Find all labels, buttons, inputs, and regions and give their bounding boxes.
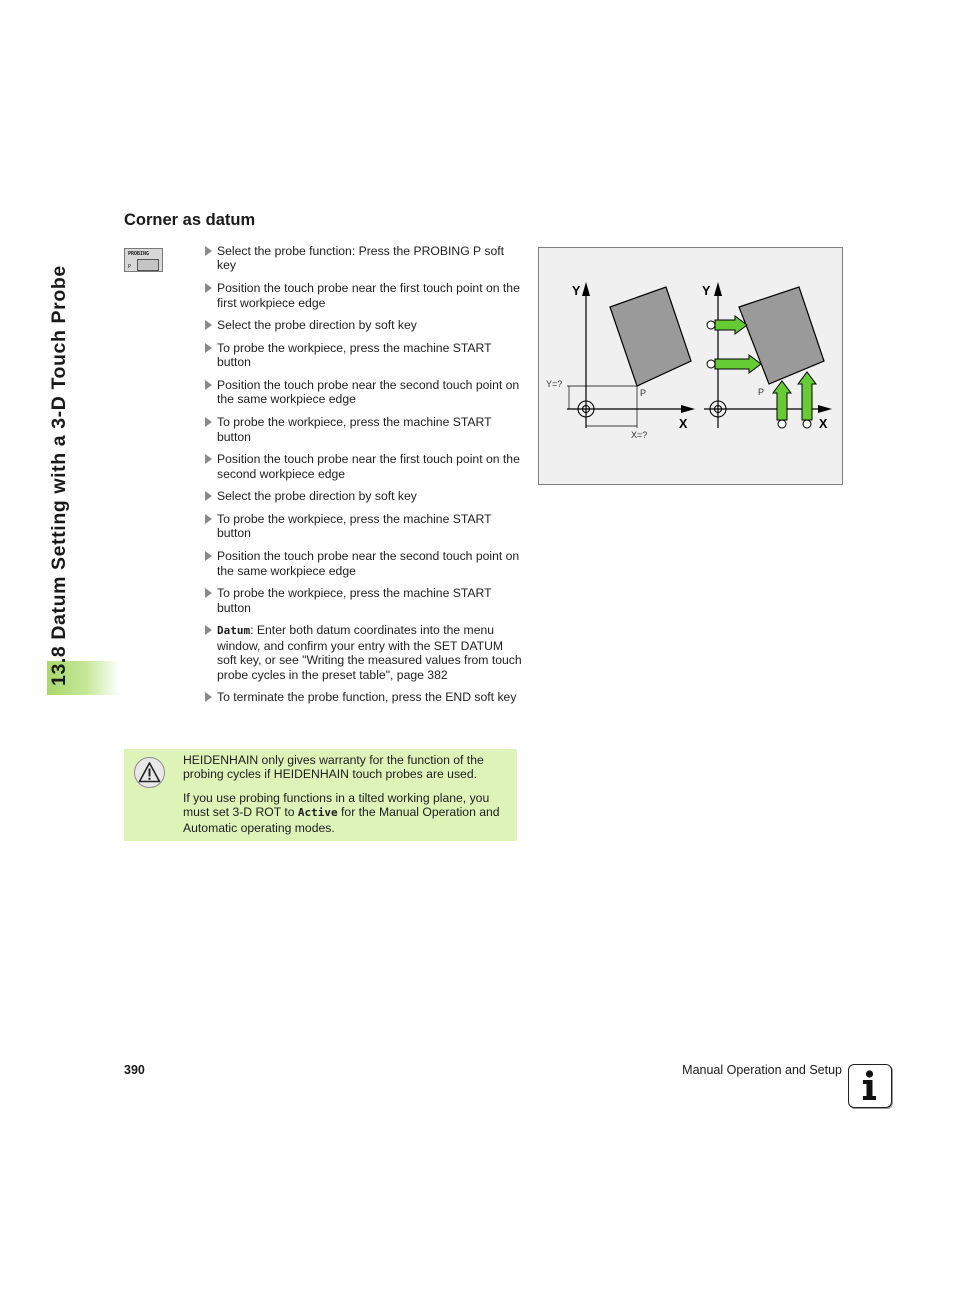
right-diagram <box>702 282 832 431</box>
info-icon <box>848 1064 892 1108</box>
bullet-triangle-icon <box>205 491 212 501</box>
right-y-axis-arrowhead <box>714 282 722 296</box>
left-y-query-label: Y=? <box>546 379 563 389</box>
softkey-sub-label: P <box>128 264 132 270</box>
step-item: Select the probe direction by soft key <box>205 489 523 503</box>
step-item: Select the probe direction by soft key <box>205 318 523 332</box>
left-y-axis-label: Y <box>572 284 581 298</box>
note-paragraph-tilted-plane: If you use probing functions in a tilted working plane, you must set 3-D ROT to Active for the Manual Operation and Automatic operating modes. <box>183 791 500 835</box>
bullet-triangle-icon <box>205 283 212 293</box>
right-point-label: P <box>758 387 765 397</box>
step-item: To terminate the probe function, press the END soft key <box>205 690 523 704</box>
warning-icon <box>134 757 165 788</box>
bullet-triangle-icon <box>205 380 212 390</box>
step-item: To probe the workpiece, press the machine START button <box>205 586 523 615</box>
left-x-axis-arrowhead <box>681 405 695 413</box>
step-item: Position the touch probe near the second touch point on the same workpiece edge <box>205 378 523 407</box>
probe-arrow-y-2-icon <box>798 372 816 420</box>
probe-start-point-4-icon <box>803 420 811 428</box>
bullet-triangle-icon <box>205 625 212 635</box>
bullet-triangle-icon <box>205 343 212 353</box>
step-item: To probe the workpiece, press the machine START button <box>205 341 523 370</box>
probe-start-point-1-icon <box>707 321 715 329</box>
left-x-query-label: X=? <box>631 430 648 440</box>
chapter-side-title: 13.8 Datum Setting with a 3-D Touch Probe <box>48 265 70 686</box>
right-y-axis-label: Y <box>702 284 711 298</box>
softkey-label: PROBING <box>128 251 150 257</box>
left-diagram <box>546 282 695 440</box>
bullet-triangle-icon <box>205 514 212 524</box>
datum-softkey-name: Datum <box>217 624 251 638</box>
bullet-triangle-icon <box>205 588 212 598</box>
left-x-axis-label: X <box>679 417 688 431</box>
step-item: Position the touch probe near the first touch point on the second workpiece edge <box>205 452 523 481</box>
note-paragraph-warranty: HEIDENHAIN only gives warranty for the function of the probing cycles if HEIDENHAIN touch probes are used. <box>183 753 484 782</box>
probing-softkey[interactable] <box>124 248 163 272</box>
bullet-triangle-icon <box>205 454 212 464</box>
probe-arrow-x-2-icon <box>715 355 761 373</box>
bullet-triangle-icon <box>205 246 212 256</box>
probe-arrow-y-1-icon <box>773 381 791 420</box>
probe-start-point-2-icon <box>707 360 715 368</box>
probe-start-point-3-icon <box>778 420 786 428</box>
softkey-probe-graphic-icon <box>137 259 159 271</box>
page-number: 390 <box>124 1063 145 1077</box>
procedure-steps <box>205 244 523 713</box>
step-item: Select the probe function: Press the PROBING P soft key <box>205 244 523 273</box>
bullet-triangle-icon <box>205 417 212 427</box>
left-y-axis-arrowhead <box>582 282 590 296</box>
warning-note <box>124 749 517 841</box>
step-item: To probe the workpiece, press the machine START button <box>205 415 523 444</box>
right-x-axis-arrowhead <box>818 405 832 413</box>
figure-drawing <box>539 248 844 486</box>
active-value: Active <box>297 806 338 820</box>
footer-chapter-title: Manual Operation and Setup <box>682 1063 842 1077</box>
step-item-datum: Datum: Enter both datum coordinates into the menu window, and confirm your entry with the SET DATUM soft key, or see "Writing the measured values from touch probe cycles in the preset table", page 382 <box>205 623 523 682</box>
step-item: To probe the workpiece, press the machine START button <box>205 512 523 541</box>
bullet-triangle-icon <box>205 551 212 561</box>
left-point-label: P <box>640 388 647 398</box>
corner-datum-figure <box>538 247 843 485</box>
step-item: Position the touch probe near the second touch point on the same workpiece edge <box>205 549 523 578</box>
bullet-triangle-icon <box>205 692 212 702</box>
step-item: Position the touch probe near the first touch point on the first workpiece edge <box>205 281 523 310</box>
right-x-axis-label: X <box>819 417 828 431</box>
left-workpiece <box>610 287 691 386</box>
section-heading: Corner as datum <box>124 211 256 229</box>
bullet-triangle-icon <box>205 320 212 330</box>
probe-arrow-x-1-icon <box>715 316 747 334</box>
